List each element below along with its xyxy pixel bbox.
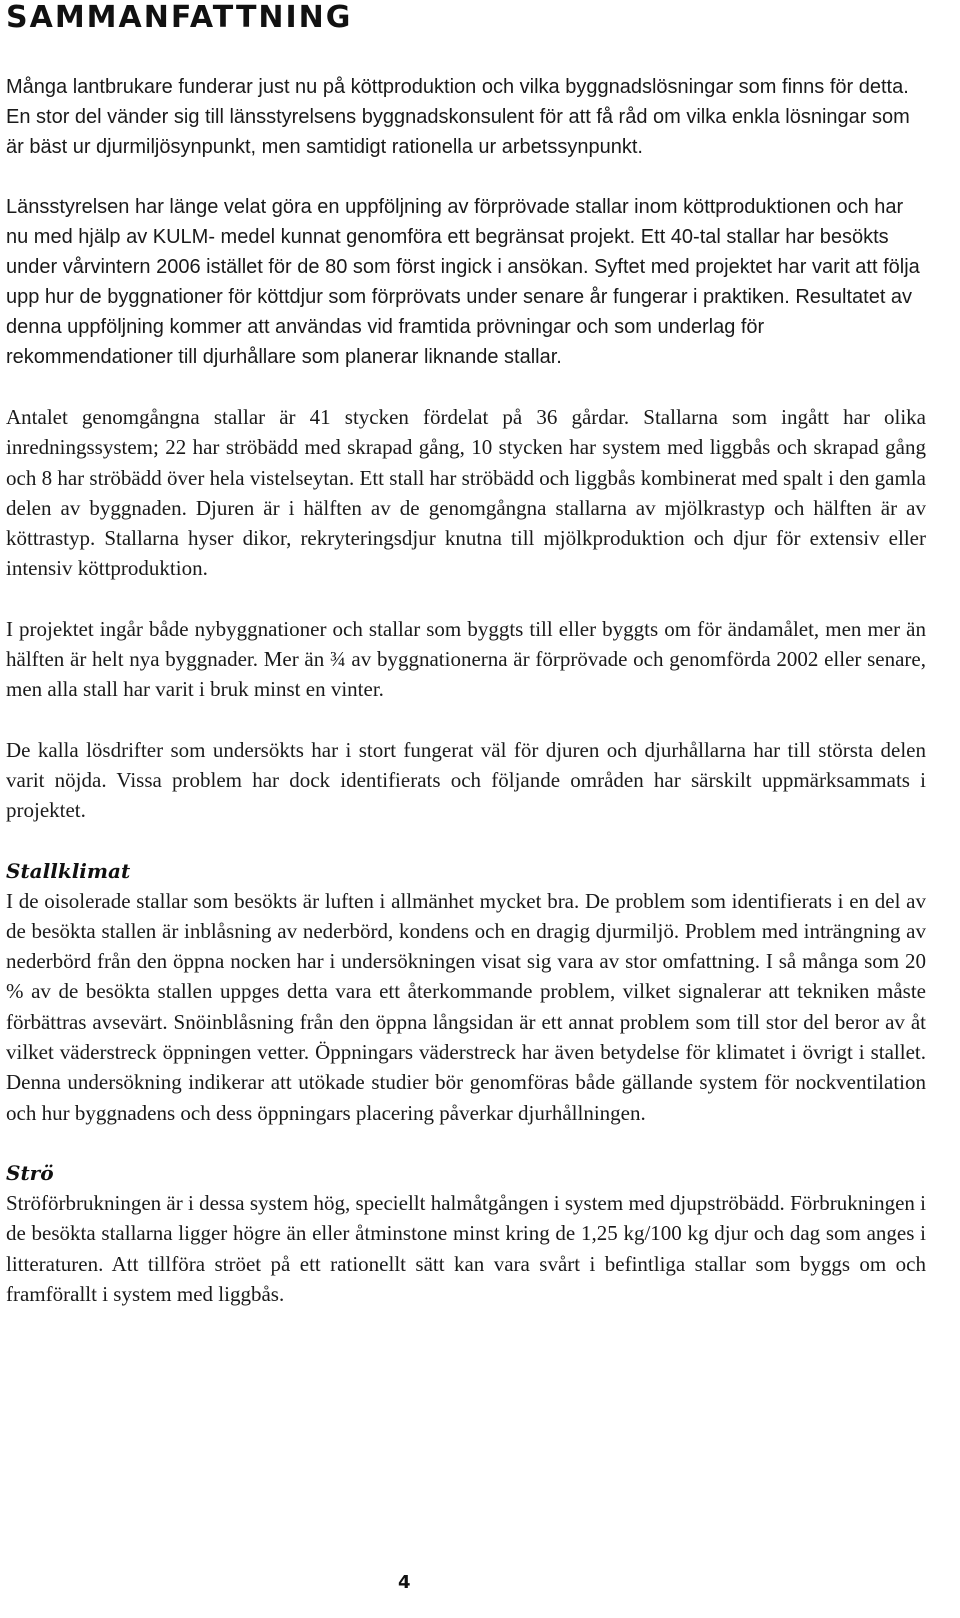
- section-text-stallklimat: I de oisolerade stallar som besökts är luften i allmänhet mycket bra. De problem som identifierats i en del av de besökta stallen är inblåsning av nederbörd, kondens och en dragig djurmiljö. Problem med inträngning av nederbörd från den öppna nocken har i undersökningen visat sig vara av stor omfattning. I så många som 20 % av de besökta stallen uppges detta vara ett återkommande problem, vilket signalerar att tekniken måste förbättras avsevärt. Snöinblåsning från den öppna långsidan är ett annat problem som till stor del beror av åt vilket väderstreck öppningen vetter. Öppningars väderstreck har även betydelse för klimatet i övrigt i stallet. Denna undersökning indikerar att utökade studier bör genomföras både gällande system för nockventilation och hur byggnadens och dess öppningars placering påverkar djurhållningen.: [6, 888, 926, 1125]
- section-title-stro: Strö: [6, 1160, 54, 1185]
- page-number: 4: [398, 1572, 411, 1593]
- stalls-paragraph: Antalet genomgångna stallar är 41 stycken fördelat på 36 gårdar. Stallarna som ingått har olika inredningssystem; 22 har ströbädd med skrapad gång, 10 stycken har system med liggbås och skrapad gång och 8 har ströbädd över hela vistelseytan. Ett stall har ströbädd och liggbås kombinerat med spalt i den gamla delen av byggnaden. Djuren är i hälften av de genomgångna stallarna av mjölkrastyp och hälften är av köttrastyp. Stallarna hyser dikor, rekryteringsdjur knutna till mjölkproduktion och djur för extensiv eller intensiv köttproduktion.: [6, 405, 926, 581]
- project-paragraph: Länsstyrelsen har länge velat göra en uppföljning av förprövade stallar inom köttproduktionen och har nu med hjälp av KULM- medel kunnat genomföra ett begränsat projekt. Ett 40-tal stallar har besökts under vårvintern 2006 istället för de 80 som först ingick i ansökan. Syftet med projektet har varit att följa upp hur de byggnationer för köttdjur som förprövats under senare år fungerar i praktiken. Resultatet av denna uppföljning kommer att användas vid framtida prövningar och som underlag för rekommendationer till djurhållare som planerar liknande stallar.: [6, 196, 920, 368]
- section-title-stallklimat: Stallklimat: [6, 858, 131, 883]
- section-text-stro: Ströförbrukningen är i dessa system hög, speciellt halmåtgången i system med djupströbädd. Förbrukningen i de besökta stallarna ligger högre än eller åtminstone minst kring de 1,25 kg/100 kg djur och dag som anges i litteraturen. Att tillföra ströet på ett rationellt sätt kan vara svårt i befintliga stallar som byggs om och framförallt i system med liggbås.: [6, 1190, 926, 1306]
- page-heading: SAMMANFATTNING: [6, 0, 353, 35]
- document-page: [6, 0, 926, 1309]
- results-paragraph: De kalla lösdrifter som undersökts har i stort fungerat väl för djuren och djurhållarna har till största delen varit nöjda. Vissa problem har dock identifierats och följande områden har särskilt uppmärksammats i projektet.: [6, 737, 926, 823]
- buildings-paragraph: I projektet ingår både nybyggnationer och stallar som byggts till eller byggts om för ändamålet, men mer än hälften är helt nya byggnader. Mer än ¾ av byggnationerna är förprövade och genomförda 2002 eller senare, men alla stall har varit i bruk minst en vinter.: [6, 616, 926, 702]
- intro-paragraph: Många lantbrukare funderar just nu på köttproduktion och vilka byggnadslösningar som finns för detta. En stor del vänder sig till länsstyrelsens byggnadskonsulent för att få råd om vilka enkla lösningar som är bäst ur djurmiljösynpunkt, men samtidigt rationella ur arbetssynpunkt.: [6, 76, 910, 158]
